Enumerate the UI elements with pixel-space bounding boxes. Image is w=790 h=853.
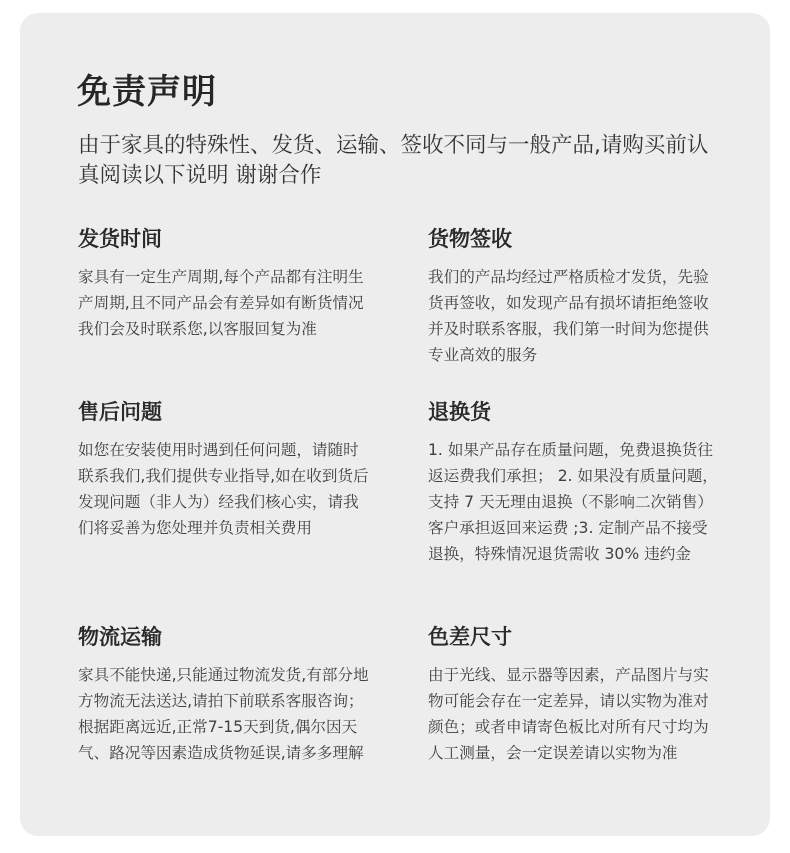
section-body: 由于光线、显示器等因素，产品图片与实物可能会存在一定差异，请以实物为准对颜色；或者申请寄色板比对所有尺寸均为人工测量，会一定误差请以实物为准	[428, 666, 709, 762]
section-heading: 售后问题	[78, 400, 162, 424]
section-logistics	[78, 622, 374, 766]
section-color-size	[428, 622, 720, 766]
page-title: 免责声明	[77, 72, 217, 112]
section-shipping-time	[78, 224, 374, 342]
section-heading: 物流运输	[78, 625, 162, 649]
section-body: 家具有一定生产周期,每个产品都有注明生产周期,且不同产品会有差异如有断货情况我们会及时联系您,以客服回复为准	[78, 268, 364, 338]
section-heading: 发货时间	[78, 227, 162, 251]
section-heading: 退换货	[428, 400, 491, 424]
section-body: 我们的产品均经过严格质检才发货，先验货再签收，如发现产品有损坏请拒绝签收并及时联系客服，我们第一时间为您提供专业高效的服务	[428, 268, 709, 364]
section-body: 家具不能快递,只能通过物流发货,有部分地方物流无法送达,请拍下前联系客服咨询；根据距离远近,正常7-15天到货,偶尔因天气、路况等因素造成货物延误,请多多理解	[78, 666, 369, 762]
section-returns	[428, 397, 720, 567]
section-body: 1. 如果产品存在质量问题，免费退换货往返运费我们承担； 2. 如果没有质量问题，支持 7 天无理由退换（不影响二次销售）客户承担返回来运费 ;3. 定制产品不接受退换，特殊情况退货需收 30% 违约金	[428, 441, 718, 563]
section-body: 如您在安装使用时遇到任何问题，请随时联系我们,我们提供专业指导,如在收到货后发现问题（非人为）经我们核心实，请我们将妥善为您处理并负责相关费用	[78, 441, 369, 537]
intro-text: 由于家具的特殊性、发货、运输、签收不同与一般产品,请购买前认真阅读以下说明 谢谢合作	[78, 133, 709, 188]
section-after-sales	[78, 397, 374, 541]
section-goods-receipt	[428, 224, 720, 368]
section-heading: 色差尺寸	[428, 625, 512, 649]
section-heading: 货物签收	[428, 227, 512, 251]
